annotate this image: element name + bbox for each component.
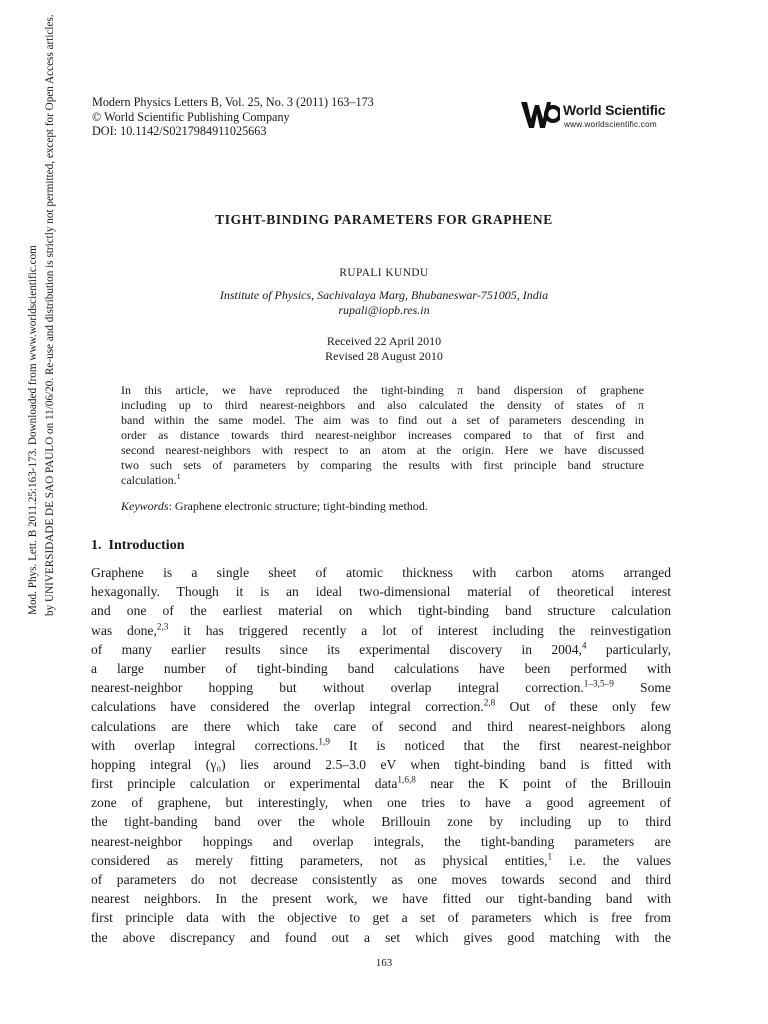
author-name: RUPALI KUNDU	[339, 267, 429, 279]
body-line: hopping integral (γ₀) lies around 2.5–3.0 eV when tight-binding band is fitted with	[91, 756, 671, 772]
abstract-line: second nearest-neighbors with respect to an atom at the origin. Here we have discussed	[121, 443, 644, 457]
body-text	[91, 563, 671, 947]
download-notice-sidebar	[0, 0, 56, 1024]
body-line: considered as merely fitting parameters, not as physical entities,$^1$ i.e. the values	[91, 851, 671, 868]
citation-ref[interactable]: 2,3	[156, 621, 169, 632]
citation-ref[interactable]: 1	[547, 851, 553, 862]
keywords-text: : Graphene electronic structure; tight-binding method.	[168, 499, 428, 513]
body-line: with overlap integral corrections.$^{1,9}$ It is noticed that the first nearest-neighbor	[91, 736, 671, 753]
publisher-url[interactable]: www.worldscientific.com	[564, 120, 657, 129]
body-line: zone of graphene, but interestingly, when one tries to have a good agreement of	[91, 795, 671, 811]
body-line: Graphene is a single sheet of atomic thickness with carbon atoms arranged	[91, 565, 671, 580]
body-line: a large number of tight-binding band calculations have been performed with	[91, 660, 671, 676]
body-line: hexagonally. Though it is an ideal two-dimensional material of theoretical interest	[91, 584, 671, 600]
body-line: the tight-banding band over the whole Brillouin zone by including up to third	[91, 814, 671, 830]
body-line: the above discrepancy and found out a set which gives good matching with the	[91, 929, 671, 945]
publisher-logo[interactable]	[520, 99, 680, 131]
body-line: and one of the earliest material on which tight-binding band structure calculation	[91, 603, 671, 619]
copyright-line: © World Scientific Publishing Company	[92, 109, 290, 124]
body-line: was done,$^{2,3}$ it has triggered recently a lot of interest including the reinvestigation	[91, 621, 671, 638]
journal-citation	[92, 95, 374, 139]
download-notice-line2: by UNIVERSIDADE DE SAO PAULO on 11/06/20. Re-use and distribution is strictly not permitted, except for Open Access articles.	[44, 14, 56, 616]
abstract-line: order as distance towards third nearest-neighbor increases compared to that of first and	[121, 428, 644, 442]
page-number: 163	[375, 957, 393, 969]
body-line: calculations have considered the overlap integral correction.$^{2,8}$ Out of these only few	[91, 697, 671, 715]
section-number: 1.	[91, 538, 102, 553]
abstract-line: two such sets of parameters by comparing the results with first principle band structure	[121, 458, 644, 472]
body-line: nearest neighbors. In the present work, we have fitted our tight-banding band with	[91, 891, 671, 907]
body-line: nearest-neighbor hoppings and overlap integrals, the tight-banding parameters are	[91, 833, 671, 849]
abstract	[121, 383, 644, 488]
doi-line: DOI: 10.1142/S0217984911025663	[92, 124, 267, 138]
citation-ref[interactable]: 2,8	[483, 697, 496, 708]
body-line: nearest-neighbor hopping but without overlap integral correction.$^{1-3,5-9}$ Some	[91, 678, 671, 696]
body-line: of many earlier results since its experimental discovery in 2004,$^4$ particularly,	[91, 640, 671, 657]
paper-dates	[0, 334, 768, 364]
body-line: calculations are there which take care of second and third nearest-neighbors along	[91, 718, 671, 734]
world-scientific-logo-icon	[520, 99, 560, 131]
author-email[interactable]: rupali@iopb.res.in	[338, 303, 430, 317]
download-notice-line1: Mod. Phys. Lett. B 2011.25:163-173. Downloaded from www.worldscientific.com	[27, 245, 39, 615]
received-date: Received 22 April 2010	[326, 334, 442, 348]
body-line: first principle data with the objective to get a set of parameters which is free from	[91, 910, 671, 926]
revised-date: Revised 28 August 2010	[325, 349, 443, 363]
abstract-line: including up to third nearest-neighbors and also calculated the density of states of π	[121, 398, 644, 412]
keywords-label: Keywords	[121, 499, 169, 513]
section-heading	[91, 538, 184, 554]
abstract-line: In this article, we have reproduced the tight-binding π band dispersion of graphene	[121, 383, 644, 397]
citation-ref[interactable]: 4	[581, 640, 587, 651]
keywords	[121, 499, 428, 514]
body-line: first principle calculation or experimental data$^{1,6,8}$ near the K point of the Brillouin	[91, 774, 671, 792]
author-affiliation: Institute of Physics, Sachivalaya Marg, Bhubaneswar-751005, India	[219, 288, 549, 302]
journal-volume-line: Modern Physics Letters B, Vol. 25, No. 3 (2011) 163–173	[92, 95, 374, 109]
citation-ref[interactable]: 1	[176, 472, 181, 481]
abstract-line: calculation.$^1$	[121, 472, 181, 487]
citation-ref[interactable]: 1–3,5–9	[583, 678, 614, 689]
publisher-name: World Scientific	[563, 102, 666, 118]
citation-ref[interactable]: 1,6,8	[397, 774, 416, 785]
paper-title: TIGHT-BINDING PARAMETERS FOR GRAPHENE	[215, 212, 553, 227]
section-title: Introduction	[108, 538, 185, 553]
abstract-line: band within the same model. The aim was to find out a set of parameters descending in	[121, 413, 644, 427]
body-line: of parameters do not decrease consistently as one moves towards second and third	[91, 872, 671, 887]
citation-ref[interactable]: 1,9	[318, 736, 330, 747]
